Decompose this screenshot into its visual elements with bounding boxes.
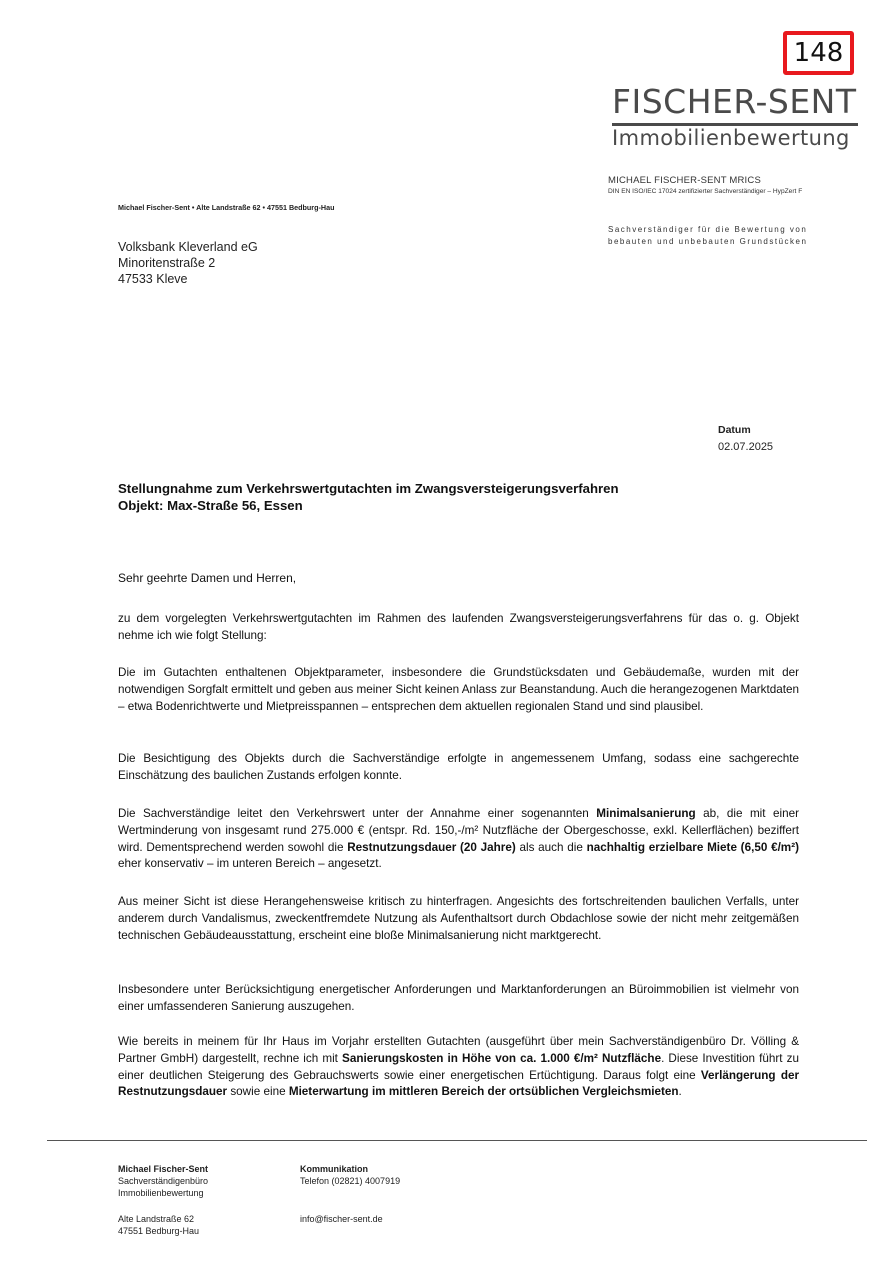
recipient-line-1: Volksbank Kleverland eG xyxy=(118,240,258,254)
footer-office-2: Immobilienbewertung xyxy=(118,1188,204,1198)
footer-phone: Telefon (02821) 4007919 xyxy=(300,1176,401,1186)
subject-line-2: Objekt: Max-Straße 56, Essen xyxy=(118,498,303,513)
subject-line-1: Stellungnahme zum Verkehrswertgutachten im Zwangsversteigerungsverfahren xyxy=(118,481,619,496)
recipient-line-3: 47533 Kleve xyxy=(118,272,188,286)
specialty-line-2: bebauten und unbebauten Grundstücken xyxy=(608,237,808,246)
footer-city: 47551 Bedburg-Hau xyxy=(118,1226,200,1236)
text-run: . xyxy=(678,1085,682,1099)
date-label: Datum xyxy=(718,424,751,436)
footer-identity xyxy=(118,1163,208,1199)
specialty-line-1: Sachverständiger für die Bewertung von xyxy=(608,225,808,234)
bold-run: Minimalsanierung xyxy=(596,807,696,820)
text-run: sowie eine xyxy=(227,1085,289,1099)
bold-run: Mieterwartung im mittleren Bereich der ortsüblichen Vergleichsmieten xyxy=(288,1085,679,1099)
letter-subject xyxy=(118,480,619,514)
footer-office-1: Sachverständigenbüro xyxy=(118,1176,209,1186)
bold-run: nachhaltig erzielbare Miete (6,50 €/m²) xyxy=(586,840,799,854)
sender-return-address: Michael Fischer-Sent • Alte Landstraße 62 • 47551 Bedburg-Hau xyxy=(118,203,335,212)
date-value: 02.07.2025 xyxy=(718,441,774,453)
company-logo-name: FISCHER-SENT xyxy=(612,82,857,121)
footer-street: Alte Landstraße 62 xyxy=(118,1214,195,1224)
paragraph-sanierungskosten xyxy=(118,1034,799,1101)
salutation: Sehr geehrte Damen und Herren, xyxy=(118,571,297,585)
paragraph-objektparameter: Die im Gutachten enthaltenen Objektparameter, insbesondere die Grundstücksdaten und Gebäudemaße, wurden mit der notwendigen Sorgfalt ermittelt und geben aus meiner Sicht keinen Anlass zur Beanstandung. Auch die herangezogenen Marktdaten – etwa Bodenrichtwerte und Mietpreisspannen – entsprechen dem aktuellen regionalen Stand und sind plausibel. xyxy=(118,666,799,713)
bold-run: Restnutzungsdauer (20 Jahre) xyxy=(347,840,516,854)
footer-name: Michael Fischer-Sent xyxy=(118,1164,209,1174)
text-run: Wie bereits in meinem für Ihr Haus im Vorjahr erstellten Gutachten (ausgeführt über mein Sachverständigenbüro Dr. Völling & Partner GmbH) dargestellt, rechne ich mit xyxy=(118,1035,799,1065)
company-logo-subtitle: Immobilienbewertung xyxy=(612,126,850,150)
bold-run: Sanierungskosten in Höhe von ca. 1.000 €/m² Nutzfläche xyxy=(342,1051,662,1065)
footer-email: info@fischer-sent.de xyxy=(300,1214,383,1224)
paragraph-besichtigung: Die Besichtigung des Objekts durch die Sachverständige erfolgte in angemessenem Umfang, sodass eine sachgerechte Einschätzung des baulichen Zustands erfolgen konnte. xyxy=(118,752,799,782)
recipient-line-2: Minoritenstraße 2 xyxy=(118,256,216,270)
letterhead-qualification: DIN EN ISO/IEC 17024 zertifizierter Sachverständiger – HypZert F xyxy=(608,188,803,195)
page-number-stamp xyxy=(783,31,854,75)
footer-divider xyxy=(47,1140,867,1141)
text-run: Die Sachverständige leitet den Verkehrswert unter der Annahme einer sogenannten xyxy=(118,807,597,820)
footer-communication xyxy=(300,1163,400,1187)
paragraph-intro: zu dem vorgelegten Verkehrswertgutachten im Rahmen des laufenden Zwangsversteigerungsverfahrens für das o. g. Objekt nehme ich wie folgt Stellung: xyxy=(118,612,799,642)
letterhead-specialty xyxy=(608,224,807,248)
text-run: eher konservativ – im unteren Bereich – angesetzt. xyxy=(118,857,382,871)
bold-run: Verlängerung der Restnutzungsdauer xyxy=(118,1068,800,1099)
paragraph-kritik: Aus meiner Sicht ist diese Herangehensweise kritisch zu hinterfragen. Angesichts des fortschreitenden baulichen Verfalls, unter anderem durch Vandalismus, zweckentfremdete Nutzung als Aufenthaltsort durch Obdachlose sowie der nicht mehr zeitgemäßen technischen Gebäudeausstattung, erscheint eine bloße Minimalsanierung nicht marktgerecht. xyxy=(118,895,799,942)
page-number: 148 xyxy=(793,38,844,68)
paragraph-minimalsanierung xyxy=(118,806,799,873)
letterhead-name: MICHAEL FISCHER-SENT MRICS xyxy=(608,175,761,186)
recipient-address xyxy=(118,239,258,287)
paragraph-energetisch: Insbesondere unter Berücksichtigung energetischer Anforderungen und Marktanforderungen an Büroimmobilien ist vielmehr von einer umfassenderen Sanierung auszugehen. xyxy=(118,983,799,1013)
text-run: ab, die mit einer Wertminderung von insgesamt rund 275.000 € (entspr. Rd. 150,-/m² Nutzfläche der Obergeschosse, exkl. Kellerflächen) beziffert wird. Dementsprechend werden sowohl die xyxy=(118,807,799,854)
text-run: als auch die xyxy=(515,840,587,854)
footer-address xyxy=(118,1213,199,1237)
footer-comm-label: Kommunikation xyxy=(300,1164,369,1174)
text-run: . Diese Investition führt zu einer deutlichen Steigerung des Gebrauchswerts sowie einer energetischen Ertüchtigung. Daraus folgt eine xyxy=(118,1051,799,1082)
